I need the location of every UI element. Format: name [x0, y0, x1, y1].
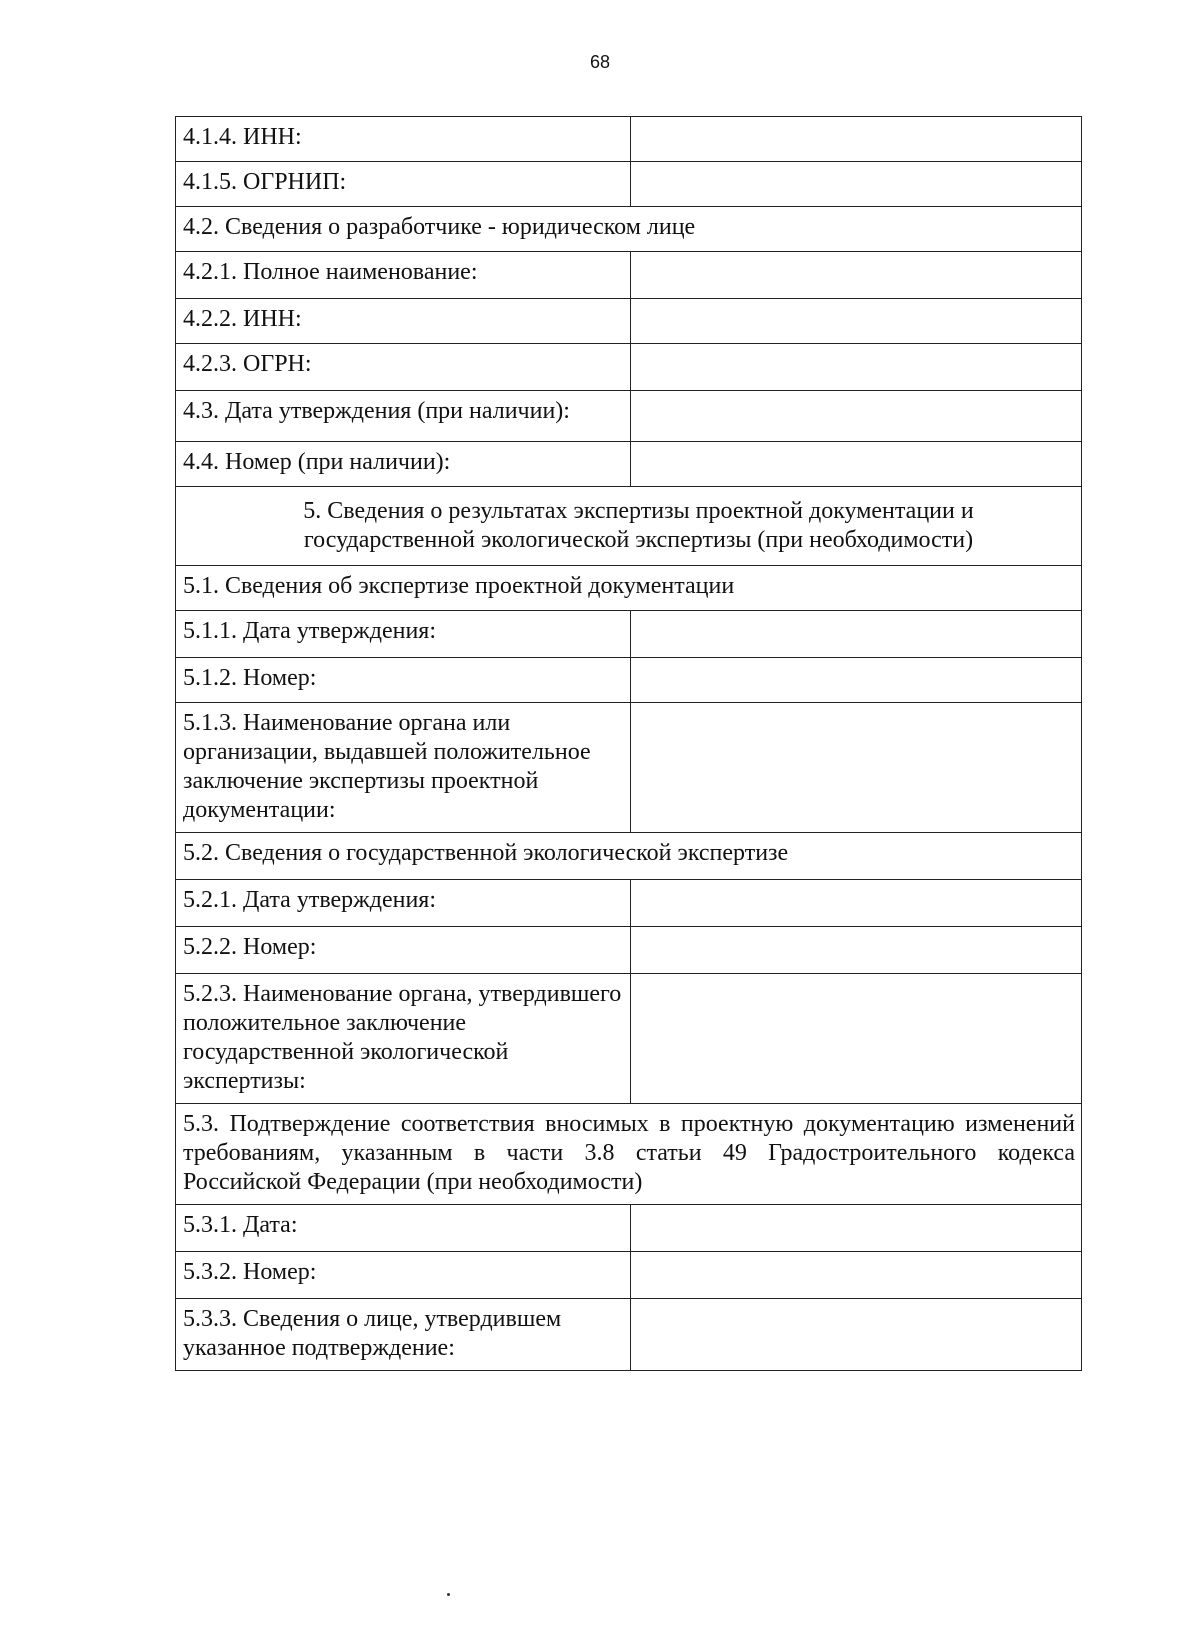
field-value-full-name[interactable]: [631, 252, 1082, 299]
table-row: [176, 1299, 1082, 1371]
field-label-expertise-date: 5.1.1. Дата утверждения:: [176, 611, 631, 658]
field-label-eco-organization: 5.2.3. Наименование органа, утвердившего положительное заключение государственной экологической экспертизы:: [176, 974, 631, 1104]
field-value-expertise-organization[interactable]: [631, 703, 1082, 833]
field-label-ogrn: 4.2.3. ОГРН:: [176, 344, 631, 391]
field-value-number[interactable]: [631, 442, 1082, 487]
table-row: [176, 927, 1082, 974]
table-row: [176, 1104, 1082, 1205]
table-row: [176, 703, 1082, 833]
field-value-eco-organization[interactable]: [631, 974, 1082, 1104]
field-label-number: 4.4. Номер (при наличии):: [176, 442, 631, 487]
table-row: [176, 1205, 1082, 1252]
field-value-ogrn[interactable]: [631, 344, 1082, 391]
field-value-eco-number[interactable]: [631, 927, 1082, 974]
table-row: [176, 833, 1082, 880]
table-row: [176, 974, 1082, 1104]
field-label-inn: 4.1.4. ИНН:: [176, 117, 631, 162]
field-label-eco-date: 5.2.1. Дата утверждения:: [176, 880, 631, 927]
table-row: [176, 252, 1082, 299]
table-row: [176, 487, 1082, 566]
table-row: [176, 344, 1082, 391]
field-label-confirmation-number: 5.3.2. Номер:: [176, 1252, 631, 1299]
table-row: [176, 566, 1082, 611]
table-row: [176, 391, 1082, 442]
field-label-full-name: 4.2.1. Полное наименование:: [176, 252, 631, 299]
subheader-ecological-expertise: 5.2. Сведения о государственной экологической экспертизе: [176, 833, 1082, 880]
table-row: [176, 299, 1082, 344]
subheader-compliance-confirmation: 5.3. Подтверждение соответствия вносимых в проектную документацию изменений требованиям, указанным в части 3.8 статьи 49 Градостроительного кодекса Российской Федерации (при необходимости): [176, 1104, 1082, 1205]
field-label-expertise-organization: 5.1.3. Наименование органа или организации, выдавшей положительное заключение экспертизы проектной документации:: [176, 703, 631, 833]
field-value-expertise-number[interactable]: [631, 658, 1082, 703]
field-value-inn-legal[interactable]: [631, 299, 1082, 344]
field-value-eco-date[interactable]: [631, 880, 1082, 927]
field-value-approval-date[interactable]: [631, 391, 1082, 442]
field-value-ogrnip[interactable]: [631, 162, 1082, 207]
field-label-confirmation-person: 5.3.3. Сведения о лице, утвердившем указанное подтверждение:: [176, 1299, 631, 1371]
field-value-inn[interactable]: [631, 117, 1082, 162]
section-title-expertise: 5. Сведения о результатах экспертизы проектной документации и государственной экологической экспертизы (при необходимости): [176, 487, 1082, 566]
table-row: [176, 442, 1082, 487]
subheader-developer-legal-entity: 4.2. Сведения о разработчике - юридическом лице: [176, 207, 1082, 252]
table-row: [176, 1252, 1082, 1299]
field-label-confirmation-date: 5.3.1. Дата:: [176, 1205, 631, 1252]
table-row: [176, 880, 1082, 927]
field-label-inn-legal: 4.2.2. ИНН:: [176, 299, 631, 344]
subheader-project-expertise: 5.1. Сведения об экспертизе проектной документации: [176, 566, 1082, 611]
field-value-confirmation-person[interactable]: [631, 1299, 1082, 1371]
table-row: [176, 117, 1082, 162]
page-number: 68: [589, 52, 611, 72]
field-label-approval-date: 4.3. Дата утверждения (при наличии):: [176, 391, 631, 442]
field-value-confirmation-number[interactable]: [631, 1252, 1082, 1299]
field-label-eco-number: 5.2.2. Номер:: [176, 927, 631, 974]
form-table: [175, 116, 1082, 1371]
table-row: [176, 658, 1082, 703]
field-value-expertise-date[interactable]: [631, 611, 1082, 658]
field-label-expertise-number: 5.1.2. Номер:: [176, 658, 631, 703]
table-row: [176, 162, 1082, 207]
table-row: [176, 207, 1082, 252]
table-row: [176, 611, 1082, 658]
scan-speck: [447, 1593, 450, 1596]
field-label-ogrnip: 4.1.5. ОГРНИП:: [176, 162, 631, 207]
field-value-confirmation-date[interactable]: [631, 1205, 1082, 1252]
